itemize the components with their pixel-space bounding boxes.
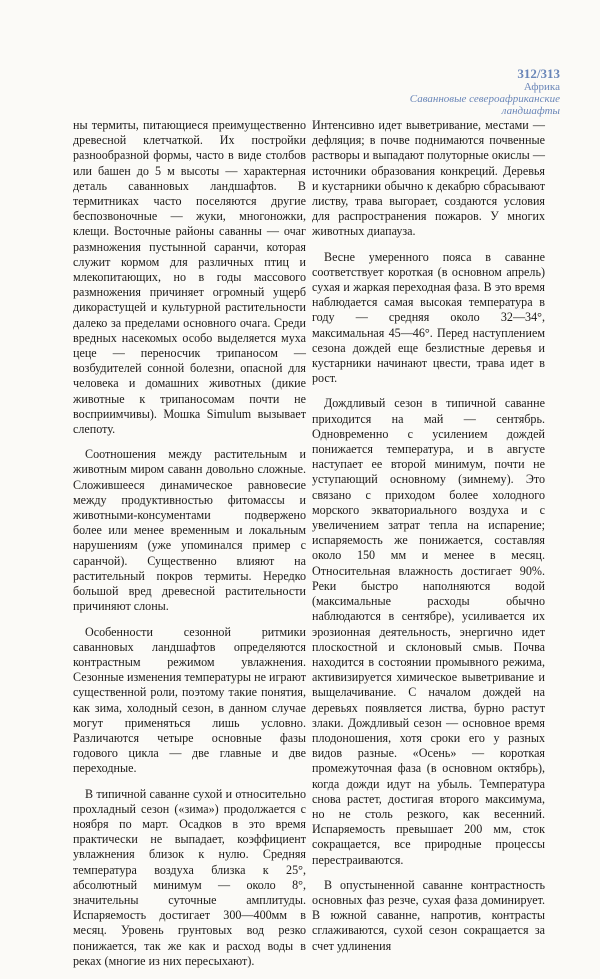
paragraph: Интенсивно идет выветривание, местами — дефляция; в почве поднимаются почвенные растворы и выпадают полуторные окислы — источники образования конкреций. Деревья и кустарники обычно к декабрю сбрасывают листву, трава выгорает, создаются условия для распространения пожаров. У многих животных диапауза. <box>312 118 545 239</box>
paragraph: В опустыненной саванне контрастность основных фаз резче, сухая фаза доминирует. В южной саванне, напротив, контрасты сглаживаются, сухой сезон сокращается за счет удлинения <box>312 877 545 953</box>
paragraph: В типичной саванне сухой и относительно прохладный сезон («зима») продолжается с ноября по март. Осадков в это время практически не выпадает, коэффициент увлажнения близок к нулю. Средняя температура воздуха близка к 25°, абсолютный минимум — около 8°, значительны суточные амплитуды. Испаряемость достигает 300—400мм в месяц. Уровень грунтовых вод резко понижается, так же как и расход воды в реках (многие из них пересыхают). <box>73 786 306 968</box>
page-numbers: 312/313 <box>517 66 560 81</box>
left-column <box>73 118 306 979</box>
subsection-title-line2: ландшафты <box>501 105 560 117</box>
running-header <box>410 66 560 117</box>
paragraph: ны термиты, питающиеся преимущественно древесной клетчаткой. Их постройки разнообразной формы, часто в виде столбов или башен до 5 м высоты — характерная деталь саванновых ландшафтов. В термитниках часто поселяются другие беспозвоночные — жуки, многоножки, клещи. Восточные районы саванны — очаг размножения пустынной саранчи, которая служит кормом для различных птиц и млекопитающих, но в годы массового размножения причиняет огромный ущерб дикорастущей и культурной растительности далеко за пределами основного очага. Среди вредных насекомых особо выделяется муха цеце — переносчик трипаносом — возбудителей сонной болезни, опасной для человека и домашних животных (дикие животные к трипаносомам почти не восприимчивы). Мошка Simulum вызывает слепоту. <box>73 118 306 437</box>
subsection-title-line1: Саванновые североафриканские <box>409 93 560 105</box>
section-title: Африка <box>523 81 560 93</box>
paragraph: Весне умеренного пояса в саванне соответствует короткая (в основном апрель) сухая и жаркая переходная фаза. В это время наблюдается самая высокая температура в году — средняя около 32—34°, максимальная 45—46°. Перед наступлением сезона дождей еще безлистные деревья и кустарники начинают цвести, трава идет в рост. <box>312 249 545 386</box>
paragraph: Особенности сезонной ритмики саванновых ландшафтов определяются контрастным режимом увлажнения. Сезонные изменения температуры не играют существенной роли, поэтому такие понятия, как зима, холодный сезон, в данном случае могут применяться лишь условно. Различаются четыре основные фазы годового цикла — две главные и две переходные. <box>73 624 306 776</box>
paragraph: Дождливый сезон в типичной саванне приходится на май — сентябрь. Одновременно с усилением дождей понижается температура, и в августе наступает ее второй минимум, почти не уступающий основному (зимнему). Это связано с приходом более холодного морского экваториального воздуха и с увеличением затрат тепла на испарение; испаряемость же понижается, составляя около 150 мм и менее в месяц. Относительная влажность достигает 90%. Реки быстро наполняются водой (максимальные расходы обычно наблюдаются в сентябре), усиливается их эрозионная деятельность, энергично идет плоскостной и склоновый смыв. Почва находится в состоянии промывного режима, активизируется химическое выветривание и выщелачивание. С началом дождей на деревьях появляется листва, бурно растут злаки. Дождливый сезон — основное время плодоношения, хотя сроки его у разных видов разные. «Осень» — короткая промежуточная фаза (в основном октябрь), когда дожди идут на убыль. Температура снова растет, достигая второго максимума, но не столь резкого, как весенний. Испаряемость превышает 200 мм, сток сокращается, все природные процессы перестраиваются. <box>312 396 545 867</box>
right-column <box>312 118 545 964</box>
paragraph: Соотношения между растительным и животным миром саванн довольно сложные. Сложившееся динамическое равновесие между продуктивностью фитомассы и животными-консументами подвержено более или менее временным и локальным нарушениям (уже упоминался пример с саранчой). Существенно влияют на растительный покров термиты. Нередко большой вред древесной растительности причиняют слоны. <box>73 447 306 614</box>
